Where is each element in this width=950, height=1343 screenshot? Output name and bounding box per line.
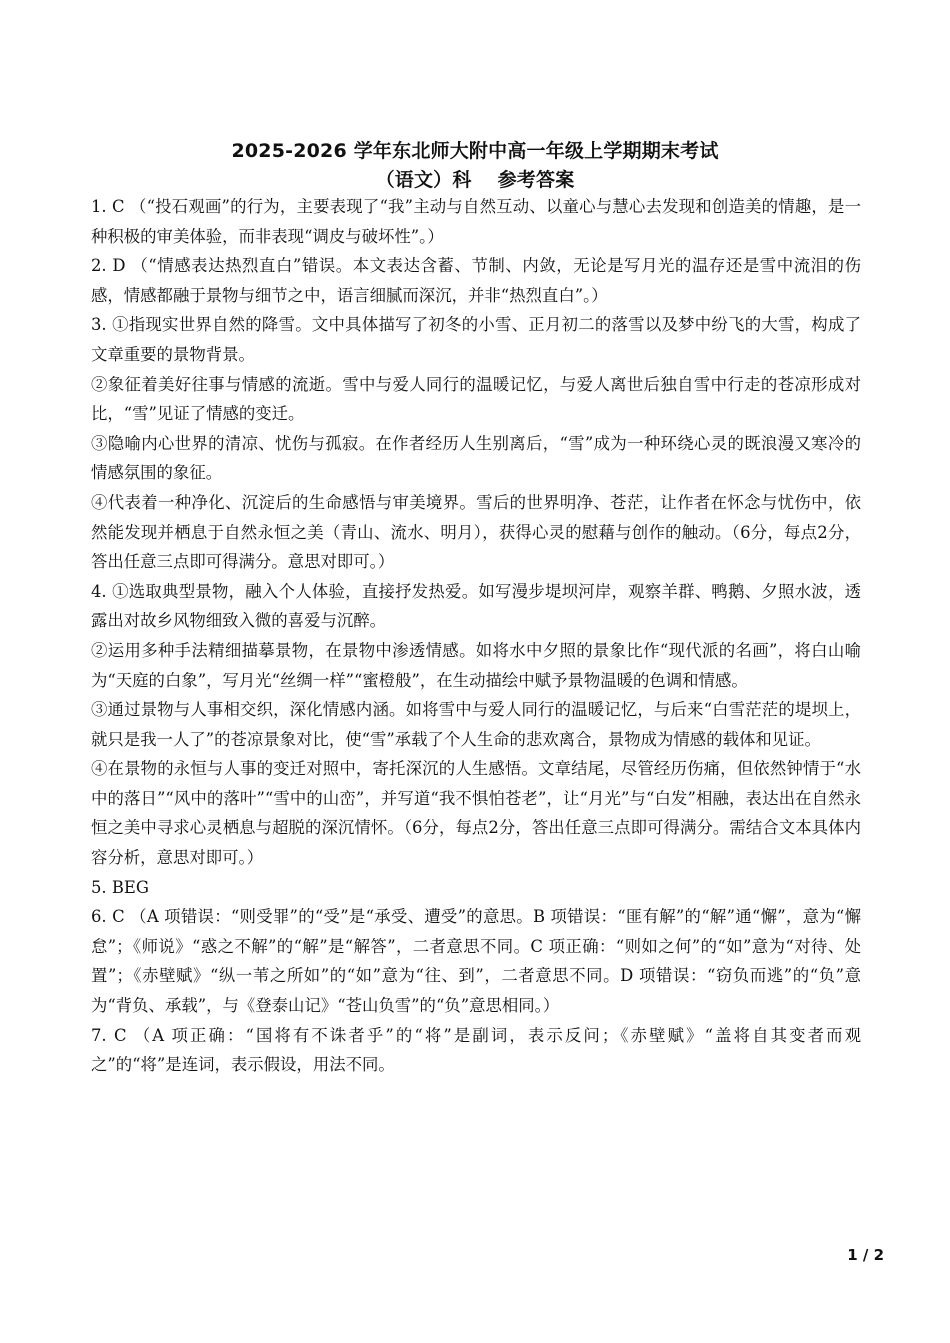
answer-q3-point4: ④代表着一种净化、沉淀后的生命感悟与审美境界。雪后的世界明净、苍茫，让作者在怀念与忧伤中，依然能发现并栖息于自然永恒之美（青山、流水、明月），获得心灵的慰藉与创作的触动。（6分，每点2分，答出任意三点即可得满分。意思对即可。） xyxy=(91,492,861,572)
answer-q5: 5. BEG xyxy=(91,877,149,897)
answer-q4-point1: 4. ①选取典型景物，融入个人体验，直接抒发热爱。如写漫步堤坝河岸，观察羊群、鸭鹅、夕照水波，透露出对故乡风物细致入微的喜爱与沉醉。 xyxy=(91,581,861,631)
answer-q3-point1: 3. ①指现实世界自然的降雪。文中具体描写了初冬的小雪、正月初二的落雪以及梦中纷飞的大雪，构成了文章重要的景物背景。 xyxy=(91,315,861,364)
answer-q4-point3: ③通过景物与人事相交织，深化情感内涵。如将雪中与爱人同行的温暖记忆，与后来“白雪茫茫的堤坝上，就只是我一人了”的苍凉景象对比，使“雪”承载了个人生命的悲欢离合，景物成为情感的载体和见证。 xyxy=(91,700,861,749)
answer-q6: 6. C （A 项错误：“则受罪”的“受”是“承受、遭受”的意思。B 项错误：“匪有解”的“解”通“懈”，意为“懈怠”；《师说》“惑之不解”的“解”是“解答”，二者意思不同。C 项正确：“则如之何”的“如”意为“对待、处置”；《赤壁赋》“纵一苇之所如”的“如”意为“往、到”，二者意思不同。D 项错误：“窃负而逃”的“负”意为“背负、承载”，与《登泰山记》“苍山负雪”的“负”意思相同。） xyxy=(91,907,861,1016)
exam-subtitle xyxy=(0,165,950,192)
answer-q1: 1. C （“投石观画”的行为，主要表现了“我”主动与自然互动、以童心与慧心去发现和创造美的情趣，是一种积极的审美体验，而非表现“调皮与破坏性”。） xyxy=(91,197,861,246)
exam-title: 2025-2026 学年东北师大附中高一年级上学期期末考试 xyxy=(231,140,719,162)
answer-q4-point2: ②运用多种手法精细描摹景物，在景物中渗透情感。如将水中夕照的景象比作“现代派的名画”，将白山喻为“天庭的白象”，写月光“丝绸一样”“蜜橙般”，在生动描绘中赋予景物温暖的色调和情感。 xyxy=(91,640,861,690)
answer-q2: 2. D （“情感表达热烈直白”错误。本文表达含蓄、节制、内敛，无论是写月光的温存还是雪中流泪的伤感，情感都融于景物与细节之中，语言细腻而深沉，并非“热烈直白”。） xyxy=(91,256,861,305)
answer-q3-point2: ②象征着美好往事与情感的流逝。雪中与爱人同行的温暖记忆，与爱人离世后独自雪中行走的苍凉形成对比，“雪”见证了情感的变迁。 xyxy=(91,374,861,424)
answer-content xyxy=(91,192,861,1080)
subject-label: （语文）科 xyxy=(375,169,472,191)
answer-label: 参考答案 xyxy=(497,169,575,191)
answer-q4-point4: ④在景物的永恒与人事的变迁对照中，寄托深沉的人生感悟。文章结尾，尽管经历伤痛，但依然钟情于“水中的落日”“风中的落叶”“雪中的山峦”，并写道“我不惧怕苍老”，让“月光”与“白发”相融，表达出在自然永恒之美中寻求心灵栖息与超脱的深沉情怀。（6分，每点2分，答出任意三点即可得满分。需结合文本具体内容分析，意思对即可。） xyxy=(91,759,861,868)
answer-q7: 7. C （A 项正确：“国将有不诛者乎”的“将”是副词，表示反问；《赤壁赋》“盖将自其变者而观之”的“将”是连词，表示假设，用法不同。 xyxy=(91,1025,861,1075)
page-number: 1 / 2 xyxy=(847,1246,884,1264)
answer-q3-point3: ③隐喻内心世界的清凉、忧伤与孤寂。在作者经历人生别离后，“雪”成为一种环绕心灵的既浪漫又寒冷的情感氛围的象征。 xyxy=(91,433,861,483)
